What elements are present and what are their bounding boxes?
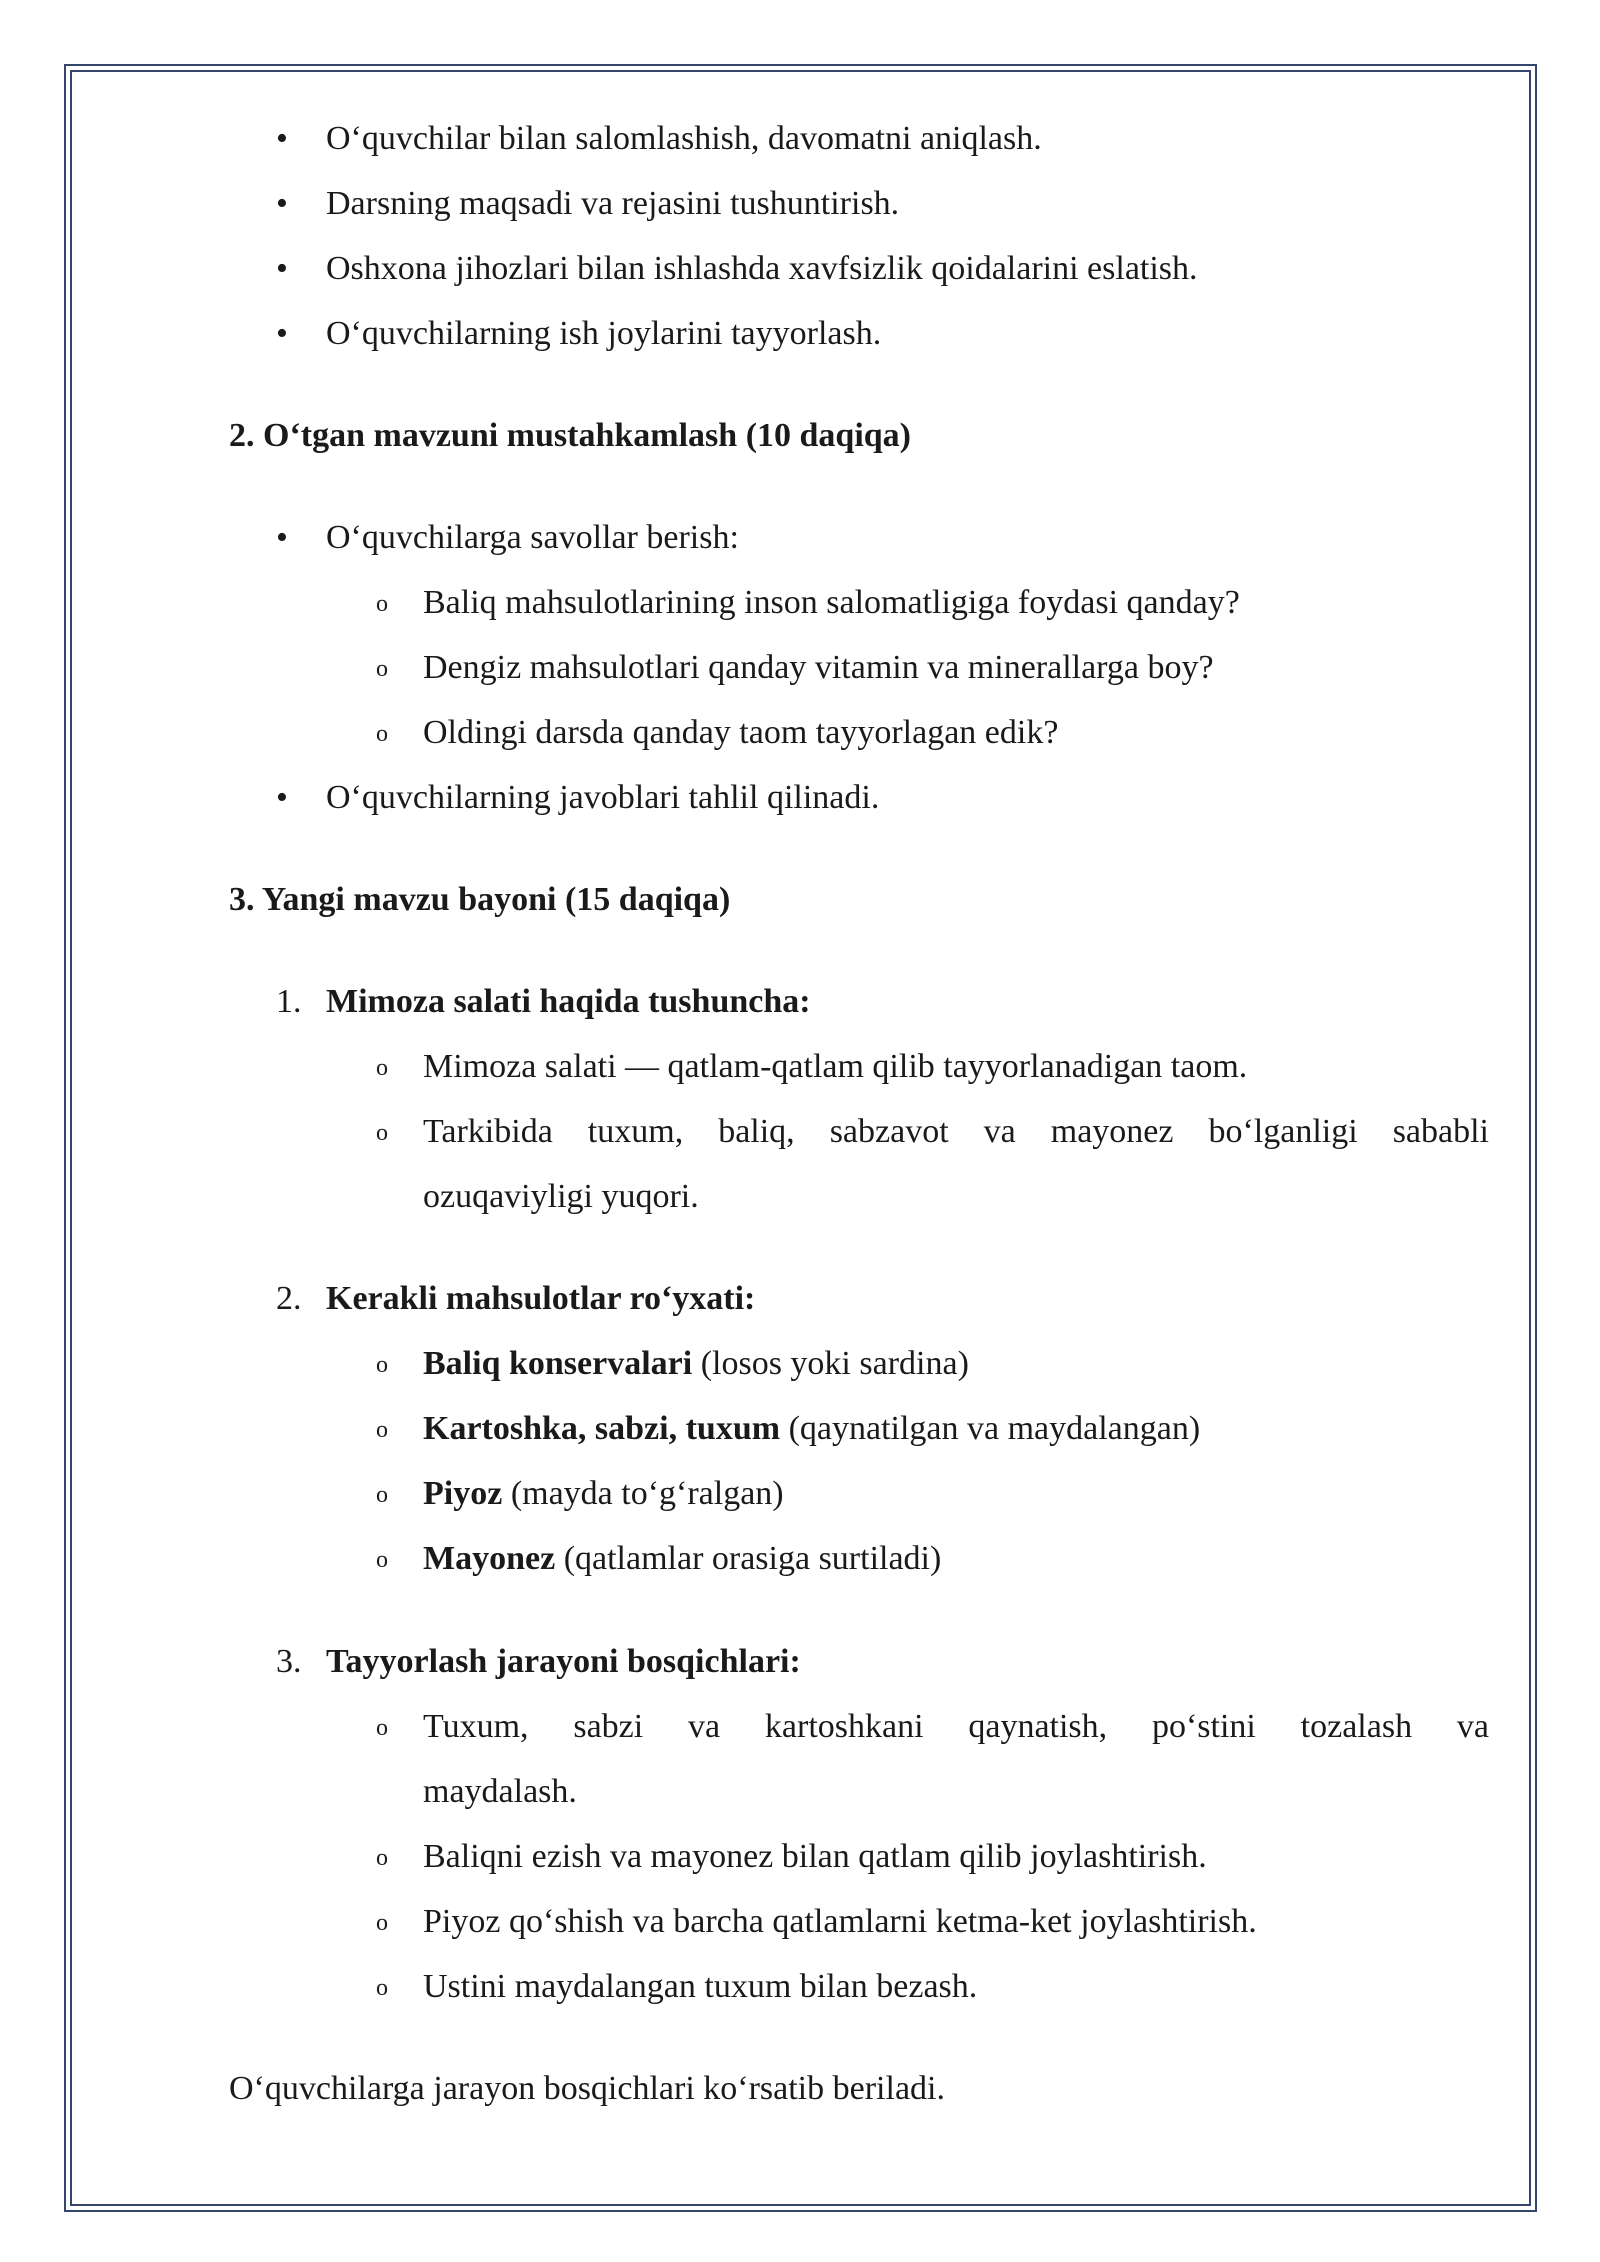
question-2: Dengiz mahsulotlari qanday vitamin va minerallarga boy? [423,649,1214,686]
item-1-sub-2-line-1: Tarkibida tuxum, baliq, sabzavot va mayonez bo‘lganligi sababli [423,1113,1489,1150]
item-3-title: Tayyorlash jarayoni bosqichlari: [326,1643,801,1680]
item-1-sub-1: Mimoza salati — qatlam-qatlam qilib tayyorlanadigan taom. [423,1048,1248,1085]
step-1-line-1: Tuxum, sabzi va kartoshkani qaynatish, po‘stini tozalash va [423,1708,1489,1745]
intro-bullet-2: Darsning maqsadi va rejasini tushuntirish. [326,185,900,222]
intro-bullet-4: O‘quvchilarning ish joylarini tayyorlash. [326,315,882,352]
section-2-bullet-1: O‘quvchilarga savollar berish: [326,519,739,556]
sub-bullet-marker: o [376,1975,388,2001]
item-1-sub-2-line-2: ozuqaviyligi yuqori. [423,1178,699,1215]
product-4 [423,1526,941,1591]
section-2-heading: 2. O‘tgan mavzuni mustahkamlash (10 daqiqa) [229,417,912,454]
bullet-marker: • [276,519,288,556]
product-1-note: (losos yoki sardina) [692,1345,969,1382]
product-3-name: Piyoz [423,1475,503,1512]
intro-bullet-3: Oshxona jihozlari bilan ishlashda xavfsizlik qoidalarini eslatish. [326,250,1198,287]
list-number: 3. [276,1643,302,1680]
sub-bullet-marker: o [376,1417,388,1443]
sub-bullet-marker: o [376,1055,388,1081]
sub-bullet-marker: o [376,1120,388,1146]
product-1-name: Baliq konservalari [423,1345,693,1382]
step-3: Piyoz qo‘shish va barcha qatlamlarni ketma-ket joylashtirish. [423,1903,1257,1940]
bullet-marker: • [276,315,288,352]
sub-bullet-marker: o [376,1845,388,1871]
step-1-line-2: maydalash. [423,1773,577,1810]
sub-bullet-marker: o [376,1352,388,1378]
product-2 [423,1396,1200,1461]
sub-bullet-marker: o [376,1715,388,1741]
sub-bullet-marker: o [376,591,388,617]
step-2: Baliqni ezish va mayonez bilan qatlam qilib joylashtirish. [423,1838,1207,1875]
intro-bullet-1: O‘quvchilar bilan salomlashish, davomatni aniqlash. [326,120,1042,157]
bullet-marker: • [276,120,288,157]
section-3-heading: 3. Yangi mavzu bayoni (15 daqiqa) [229,881,731,918]
sub-bullet-marker: o [376,1547,388,1573]
question-3: Oldingi darsda qanday taom tayyorlagan edik? [423,714,1059,751]
sub-bullet-marker: o [376,656,388,682]
sub-bullet-marker: o [376,1910,388,1936]
bullet-marker: • [276,250,288,287]
list-number: 2. [276,1280,302,1317]
step-4: Ustini maydalangan tuxum bilan bezash. [423,1968,978,2005]
product-2-note: (qaynatilgan va maydalangan) [780,1410,1201,1447]
product-3 [423,1461,784,1526]
product-4-name: Mayonez [423,1540,556,1577]
product-2-name: Kartoshka, sabzi, tuxum [423,1410,781,1447]
item-1-title: Mimoza salati haqida tushuncha: [326,983,811,1020]
bullet-marker: • [276,779,288,816]
list-number: 1. [276,983,302,1020]
sub-bullet-marker: o [376,721,388,747]
sub-bullet-marker: o [376,1482,388,1508]
product-4-note: (qatlamlar orasiga surtiladi) [555,1540,942,1577]
closing-paragraph: O‘quvchilarga jarayon bosqichlari ko‘rsatib beriladi. [229,2070,945,2107]
section-2-bullet-2: O‘quvchilarning javoblari tahlil qilinadi. [326,779,880,816]
question-1: Baliq mahsulotlarining inson salomatligiga foydasi qanday? [423,584,1240,621]
product-1 [423,1331,969,1396]
product-3-note: (mayda to‘g‘ralgan) [502,1475,784,1512]
bullet-marker: • [276,185,288,222]
item-2-title: Kerakli mahsulotlar ro‘yxati: [326,1280,756,1317]
